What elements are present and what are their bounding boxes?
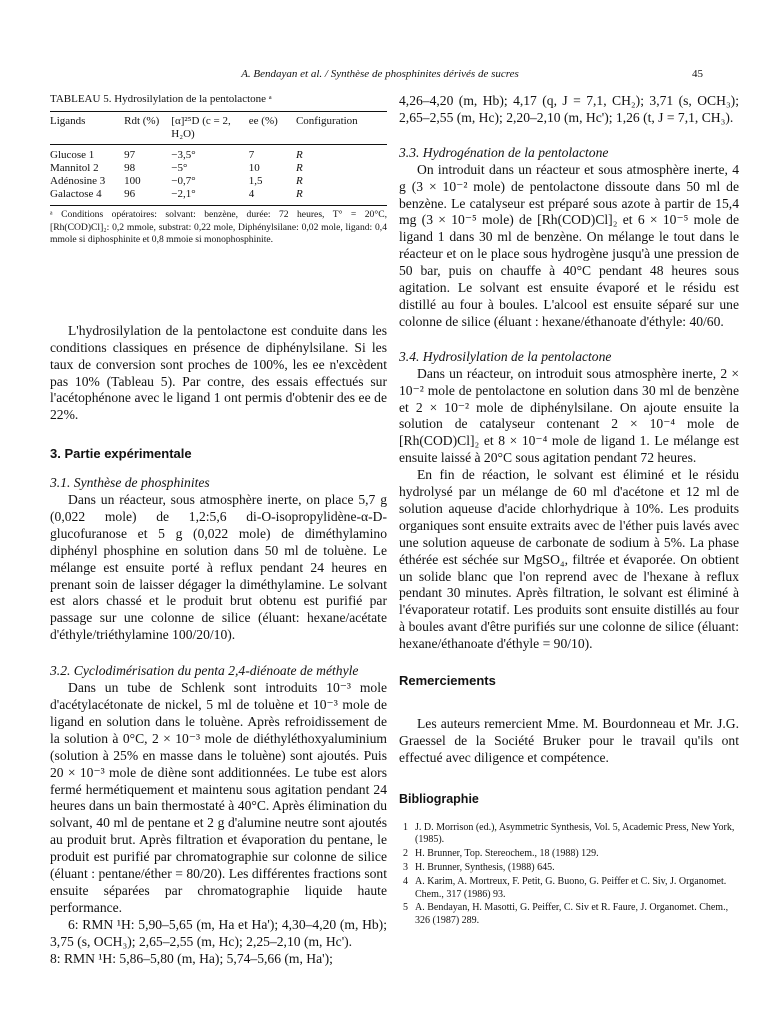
nmr-data: 8: RMN ¹H: 5,86–5,80 (m, Ha); 5,74–5,66 (m, Ha');	[50, 950, 333, 966]
reference-list	[399, 822, 739, 928]
col-header-alpha: [α]²⁵D (c = 2, H₂O)	[171, 115, 231, 140]
nmr-data: 6: RMN ¹H: 5,90–5,65 (m, Ha et Ha'); 4,30–4,20 (m, Hb); 3,75 (s, OCH₃); 2,65–2,55 (m, Hc); 2,25–2,10 (m, Hc').	[50, 916, 387, 949]
cell-alpha: −5°	[171, 162, 188, 174]
cell-alpha: −3,5°	[171, 149, 196, 161]
cell-ligand: Adénosine 3	[50, 175, 106, 187]
table-footnote: ᵃ Conditions opératoires: solvant: benzène, durée: 72 heures, T° = 20°C, [Rh(COD)Cl]₂: 0,2 mmole, substrat: 0,22 mole, Diphénylsilane: 0,02 mole, ligand: 0,4 mmole si diphosphinite et 0,8 mmoie si monophosphinite.	[50, 209, 387, 246]
running-head-title: A. Bendayan et al. / Synthèse de phosphinites dérivés de sucres	[241, 68, 519, 80]
right-column	[399, 93, 739, 929]
cell-rdt: 100	[124, 175, 141, 187]
cell-configuration: R	[295, 188, 303, 200]
hydrosilylation-table	[50, 111, 387, 206]
reference-item: 3 H. Brunner, Synthesis, (1988) 645.	[403, 862, 555, 874]
subsection-heading: 3.4. Hydrosilylation de la pentolactone	[399, 348, 612, 364]
cell-rdt: 96	[124, 188, 136, 200]
section-heading: 3. Partie expérimentale	[50, 446, 192, 462]
nmr-data-continued: 4,26–4,20 (m, Hb); 4,17 (q, J = 7,1, CH₂); 3,71 (s, OCH₃); 2,65–2,55 (m, Hc); 2,20–2,10 (m, Hc'); 1,26 (t, J = 7,1, CH₃).	[399, 93, 739, 125]
cell-ee: 10	[248, 162, 260, 174]
cell-configuration: R	[295, 162, 303, 174]
table-row	[50, 162, 387, 175]
cell-ee: 4	[248, 188, 255, 200]
cell-alpha: −2,1°	[171, 188, 196, 200]
intro-paragraph: L'hydrosilylation de la pentolactone est conduite dans les conditions classiques en présence de diphénylsilane. Si les taux de conversion sont proches de 100%, les ee n'excèdent pas 10% (Tableau 5). Par contre, des essais effectués sur l'acétophénone avec le ligand 1 ont permis d'obtenir des ee de 22%.	[50, 322, 387, 423]
cell-rdt: 98	[124, 162, 136, 174]
reference-item: 1 J. D. Morrison (ed.), Asymmetric Synthesis, Vol. 5, Academic Press, New York, (1985).	[403, 821, 735, 846]
spacer	[50, 247, 387, 323]
table-row	[50, 145, 387, 163]
reference-item: 4 A. Karim, A. Mortreux, F. Petit, G. Buono, G. Peiffer et C. Siv, J. Organomet. Chem., 317 (1986) 93.	[403, 875, 727, 900]
table-row	[50, 175, 387, 188]
acknowledgements-text: Les auteurs remercient Mme. M. Bourdonneau et Mr. J.G. Graessel de la Société Bruker pour le travail qu'ils ont effectué avec diligence et compétence.	[399, 716, 739, 765]
cell-rdt: 97	[124, 149, 136, 161]
col-header-ligands: Ligands	[50, 115, 86, 127]
table-row	[50, 188, 387, 206]
cell-configuration: R	[295, 149, 303, 161]
subsection-heading: 3.3. Hydrogénation de la pentolactone	[399, 144, 609, 160]
body-paragraph: Dans un réacteur, sous atmosphère inerte, on place 5,7 g (0,022 mole) de 1,2:5,6 di-O-isopropylidène-α-D-glucofuranose et 5 g (0,022 mole) de diméthylamino diphényl phosphine en solution dans 50 ml de toluène. Le mélange est ensuite porté à reflux pendant 24 heures en prenant soin de laisser dégager la diméthylamine. Le solvant est alors chassé et le produit brut obtenu est purifié par passage sur une colonne de silice (éluant: hexane/acétate d'éthyle/triéthylamine 100/20/10).	[50, 492, 387, 643]
body-paragraph: En fin de réaction, le solvant est éliminé et le résidu hydrolysé par un mélange de 60 ml d'acétone et 12 ml de solution aqueuse d'acide chlorhydrique à 10%. Les produits organiques sont ensuite extraits avec de l'éther puis lavés avec une solution aqueuse de carbonate de sodium à 5%. La phase éthérée est séchée sur MgSO₄, filtrée et évaporée. On obtient un solide blanc que l'on reprend avec de l'hexane à reflux pendant 30 minutes. Après filtration, le solvant est éliminé à l'évaporateur rotatif. Les produits sont ensuite distillés au four à boules avant d'être purifiés sur une colonne de silice (éluant: hexane/éthanoate d'éthyle = 90/10).	[399, 467, 739, 652]
table-5	[50, 93, 387, 247]
table-header-row	[50, 112, 387, 145]
left-column	[50, 93, 387, 968]
col-header-ee: ee (%)	[248, 115, 278, 127]
acknowledgements-heading: Remerciements	[399, 673, 496, 689]
cell-ee: 7	[248, 149, 255, 161]
body-paragraph: On introduit dans un réacteur et sous atmosphère inerte, 4 g (3 × 10⁻² mole) de pentolactone dissoute dans 50 ml de benzène. Le catalyseur est préparé sous azote à partir de 15,4 mg (3 × 10⁻⁵ mole) de [Rh(COD)Cl]₂ et 6 × 10⁻⁵ mole de ligand 1 dans 30 ml de benzène. On mélange le tout dans le réacteur et on le place sous hydrogène jusqu'à une pression de 50 bar, puis on chauffe à 40°C pendant 48 heures sous agitation. Le solvant est ensuite évaporé et le résidu est distillé au four à boules. L'alcool est ensuite séparé sur une colonne de silice (éluant : hexane/éthanoate d'éthyle: 40/60.	[399, 161, 739, 329]
page-number: 45	[692, 68, 703, 80]
subsection-heading: 3.1. Synthèse de phosphinites	[50, 475, 210, 491]
col-header-configuration: Configuration	[295, 115, 358, 127]
table-caption: TABLEAU 5. Hydrosilylation de la pentolactone ᵃ	[50, 93, 272, 105]
col-header-rdt: Rdt (%)	[124, 115, 160, 127]
subsection-heading: 3.2. Cyclodimérisation du penta 2,4-diénoate de méthyle	[50, 663, 359, 679]
body-paragraph: Dans un réacteur, on introduit sous atmosphère inerte, 2 × 10⁻² mole de pentolactone en solution dans 30 ml de benzène et 2 × 10⁻² mole de diphénylsilane. On ajoute ensuite la solution de catalyseur contenant 2 × 10⁻⁴ mole de [Rh(COD)Cl]₂ et 8 × 10⁻⁴ mole de ligand 1. Le mélange est ensuite laissé à 20°C sous agitation pendant 72 heures.	[399, 365, 739, 466]
reference-item: 5 A. Bendayan, H. Masotti, G. Peiffer, C. Siv et R. Faure, J. Organomet. Chem., 326 (1987) 289.	[403, 902, 729, 927]
reference-item: 2 H. Brunner, Top. Stereochem., 18 (1988) 129.	[403, 848, 599, 860]
cell-ligand: Mannitol 2	[50, 162, 99, 174]
bibliography-heading: Bibliographie	[399, 791, 479, 806]
cell-ee: 1,5	[248, 175, 263, 187]
body-paragraph: Dans un tube de Schlenk sont introduits 10⁻³ mole d'acétylacétonate de nickel, 5 ml de toluène et 10⁻³ mole de ligand en solution dans le toluène. Après refroidissement de la solution à 0°C, 2 × 10⁻³ mole de diéthyléthoxyaluminium (solution à 25% en masse dans le toluène) sont ajoutés. Puis 20 × 10⁻³ mole de diène sont additionnées. Le tube est alors fermé hermétiquement et maintenu sous agitation pendant 24 heures dans un bain thermostaté à 40°C. Après élimination du solvant, 40 ml de pentane et 2 g d'alumine neutre sont ajoutés au produit brut. Après filtration et évaporation du pentane, le produit est purifié par chromatographie sur colonne de silice (éluant : pentane/éther = 80/20). Les différentes fractions sont ensuite séparées par chromatographie liquide haute performance.	[50, 680, 387, 915]
cell-ligand: Galactose 4	[50, 188, 102, 200]
cell-configuration: R	[295, 175, 303, 187]
cell-ligand: Glucose 1	[50, 149, 95, 161]
cell-alpha: −0,7°	[171, 175, 196, 187]
